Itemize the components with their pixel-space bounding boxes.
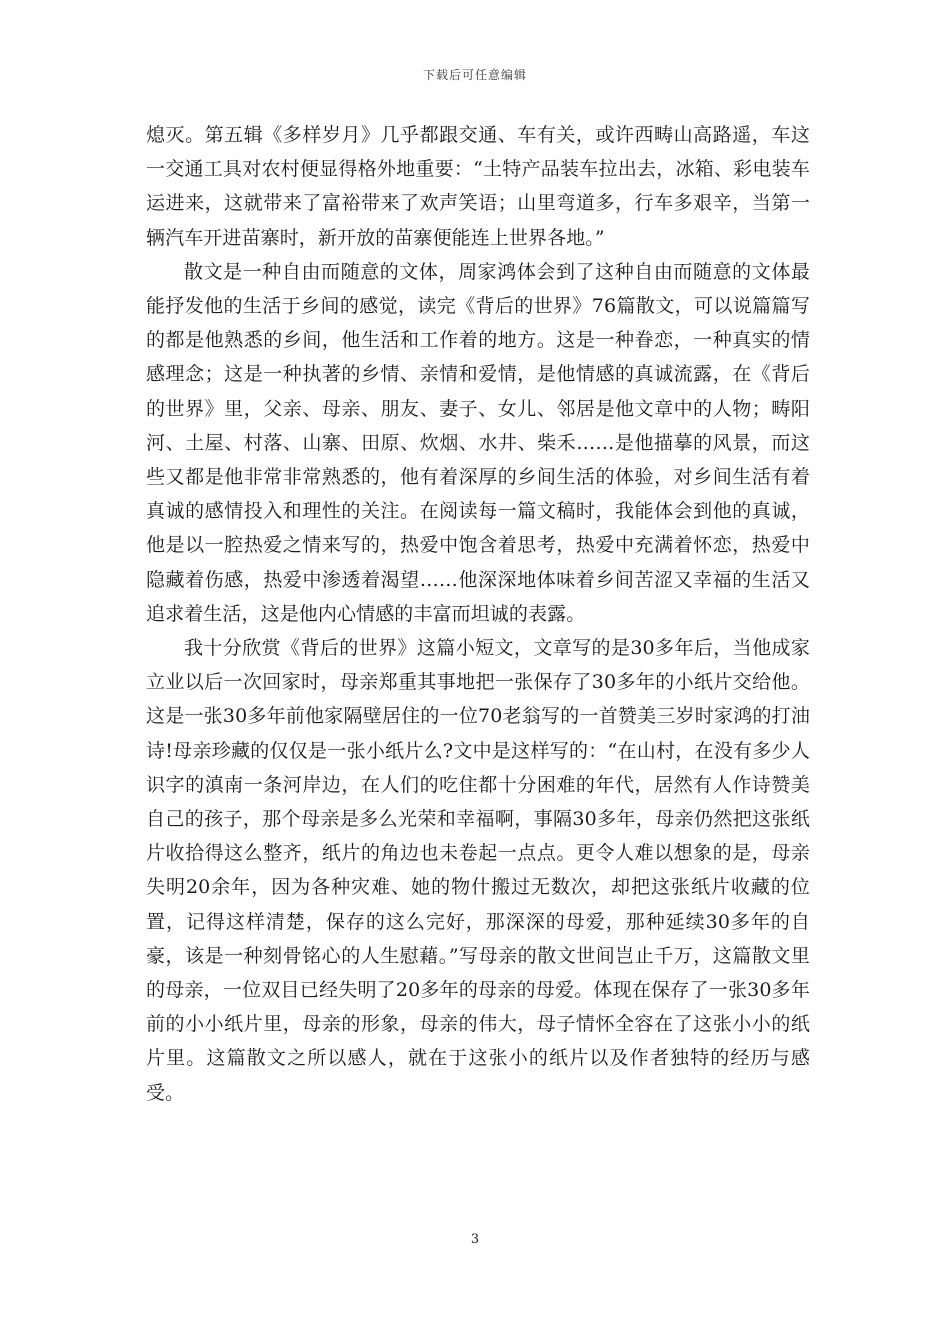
page-number: 3 xyxy=(470,1232,480,1247)
paragraph-2: 散文是一种自由而随意的文体，周家鸿体会到了这种自由而随意的文体最能抒发他的生活于乡间的感觉，读完《背后的世界》76篇散文，可以说篇篇写的都是他熟悉的乡间，他生活和工作着的地方。这是一种眷恋，一种真实的情感理念；这是一种执著的乡情、亲情和爱情，是他情感的真诚流露，在《背后的世界》里，父亲、母亲、朋友、妻子、女儿、邻居是他文章中的人物；畴阳河、土屋、村落、山寨、田原、炊烟、水井、柴禾……是他描摹的风景，而这些又都是他非常非常熟悉的，他有着深厚的乡间生活的体验，对乡间生活有着真诚的感情投入和理性的关注。在阅读每一篇文稿时，我能体会到他的真诚，他是以一腔热爱之情来写的，热爱中饱含着思考，热爱中充满着怀恋，热爱中隐藏着伤感，热爱中渗透着渴望……他深深地体味着乡间苦涩又幸福的生活又追求着生活，这是他内心情感的丰富而坦诚的表露。 xyxy=(146,260,810,625)
page-header: 下载后可任意编辑 xyxy=(422,68,527,82)
document-body xyxy=(146,118,810,1110)
paragraph-3: 我十分欣赏《背后的世界》这篇小短文，文章写的是30多年后，当他成家立业以后一次回家时，母亲郑重其事地把一张保存了30多年的小纸片交给他。这是一张30多年前他家隔壁居住的一位70老翁写的一首赞美三岁时家鸿的打油诗!母亲珍藏的仅仅是一张小纸片么?文中是这样写的：“在山村，在没有多少人识字的滇南一条河岸边，在人们的吃住都十分困难的年代，居然有人作诗赞美自己的孩子，那个母亲是多么光荣和幸福啊，事隔30多年，母亲仍然把这张纸片收拾得这么整齐，纸片的角边也未卷起一点点。更令人难以想象的是，母亲失明20余年，因为各种灾难、她的物什搬过无数次，却把这张纸片收藏的位置，记得这样清楚，保存的这么完好，那深深的母爱，那种延续30多年的自豪，该是一种刻骨铭心的人生慰藉。”写母亲的散文世间岂止千万，这篇散文里的母亲，一位双目已经失明了20多年的母亲的母爱。体现在保存了一张30多年前的小小纸片里，母亲的形象，母亲的伟大，母子情怀全容在了这张小小的纸片里。这篇散文之所以感人，就在于这张小的纸片以及作者独特的经历与感受。 xyxy=(146,637,810,1104)
paragraph-1: 熄灭。第五辑《多样岁月》几乎都跟交通、车有关，或许西畴山高路遥，车这一交通工具对农村便显得格外地重要：“土特产品装车拉出去，冰箱、彩电装车运进来，这就带来了富裕带来了欢声笑语；山里弯道多，行车多艰辛，当第一辆汽车开进苗寨时，新开放的苗寨便能连上世界各地。” xyxy=(146,124,810,249)
